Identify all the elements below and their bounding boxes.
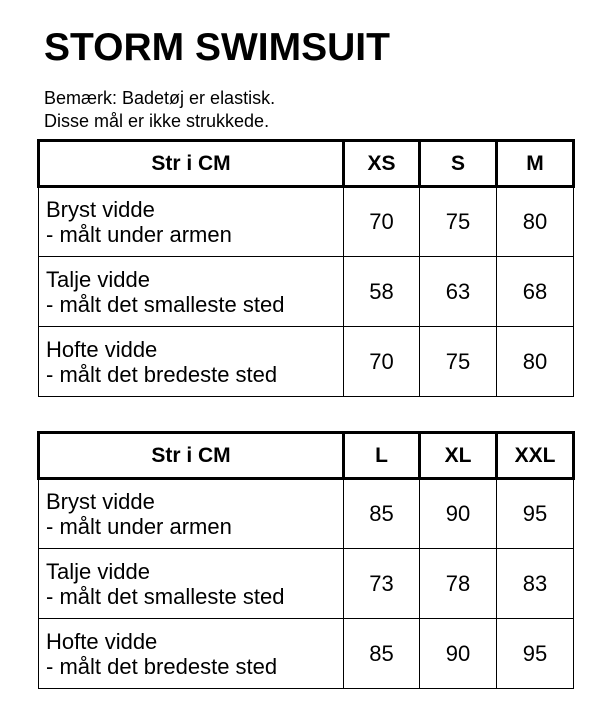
cell-value: 78 [420,549,497,619]
measure-name: Bryst vidde [46,489,155,514]
measure-note: - målt det bredeste sted [46,361,278,387]
row-label [39,549,344,619]
cell-value: 58 [344,257,420,327]
header-size-xs: XS [344,141,420,187]
cell-value: 75 [420,327,497,397]
table-header-row [39,141,574,187]
size-table-large [37,431,575,689]
cell-value: 70 [344,187,420,257]
header-size-label: Str i CM [39,141,344,187]
cell-value: 95 [497,619,574,689]
cell-value: 70 [344,327,420,397]
header-size-s: S [420,141,497,187]
measure-note: - målt det smalleste sted [46,583,285,609]
note-unstretched: Disse mål er ikke strukkede. [44,111,270,131]
cell-value: 83 [497,549,574,619]
cell-value: 95 [497,479,574,549]
page-title: STORM SWIMSUIT [44,26,390,69]
cell-value: 68 [497,257,574,327]
cell-value: 63 [420,257,497,327]
table-header-row [39,433,574,479]
cell-value: 80 [497,327,574,397]
measure-note: - målt det bredeste sted [46,653,278,679]
table-row [39,327,574,397]
table-row [39,187,574,257]
header-size-xl: XL [420,433,497,479]
row-label [39,187,344,257]
cell-value: 85 [344,619,420,689]
measure-name: Talje vidde [46,266,150,292]
table-row [39,619,574,689]
table-row [39,257,574,327]
table-row [39,479,574,549]
header-size-label: Str i CM [39,433,344,479]
measure-name: Bryst vidde [46,197,155,222]
measure-name: Hofte vidde [46,628,158,654]
cell-value: 73 [344,549,420,619]
measure-name: Talje vidde [46,558,150,584]
measure-note: - målt under armen [46,222,232,247]
measure-name: Hofte vidde [46,336,158,362]
measure-note: - målt det smalleste sted [46,291,285,317]
table-row [39,549,574,619]
note-elastic: Bemærk: Badetøj er elastisk. [44,88,276,108]
cell-value: 85 [344,479,420,549]
row-label [39,479,344,549]
cell-value: 75 [420,187,497,257]
cell-value: 80 [497,187,574,257]
row-label [39,619,344,689]
row-label [39,257,344,327]
header-size-xxl: XXL [497,433,574,479]
size-table-small [37,139,575,397]
cell-value: 90 [420,619,497,689]
header-size-l: L [344,433,420,479]
header-size-m: M [497,141,574,187]
measure-note: - målt under armen [46,514,232,539]
row-label [39,327,344,397]
cell-value: 90 [420,479,497,549]
